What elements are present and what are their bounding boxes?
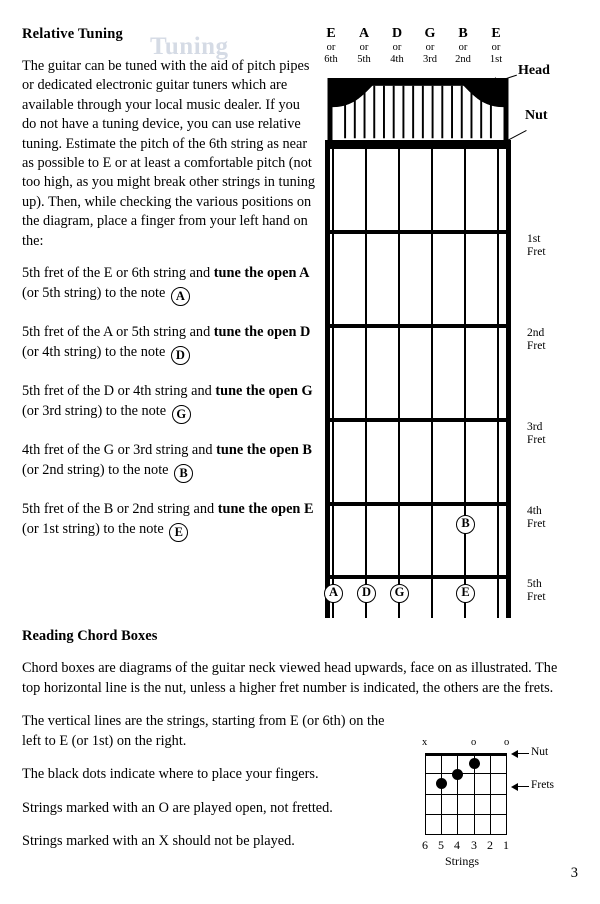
fret-wire-4 (325, 502, 511, 506)
fret-label-4-line2: Fret (527, 518, 546, 530)
string-label-6 (320, 26, 342, 66)
tuning-step-3 (22, 381, 317, 424)
chord-string-line-5 (441, 753, 442, 835)
page-number: 3 (570, 865, 578, 881)
fret-marker-d: D (357, 584, 376, 603)
chord-dot-2 (452, 769, 463, 780)
fret-wire-1 (325, 230, 511, 234)
string-label-5 (353, 26, 375, 66)
fret-wire-2 (325, 324, 511, 328)
fret-label-3-line2: Fret (527, 434, 546, 446)
step-4-lead: 4th fret of the G or 3rd string and (22, 442, 217, 459)
chord-string-line-4 (457, 753, 458, 835)
chord-nut-line (425, 753, 507, 756)
string-ordinal-4: 4th (390, 54, 404, 65)
step-1-mid: (or 5th string) to the note (22, 285, 169, 302)
step-2-mid: (or 4th string) to the note (22, 344, 169, 361)
fret-wire-3 (325, 418, 511, 422)
chord-box-paragraph-5: Strings marked with an X should not be played. (22, 833, 295, 849)
chord-string-number-5: 5 (438, 838, 444, 852)
fret-label-2 (527, 327, 546, 353)
string-or-4: or (392, 42, 402, 53)
chord-nut-label: Nut (531, 746, 549, 758)
tuning-step-1 (22, 263, 317, 306)
fret-marker-b: B (456, 515, 475, 534)
chord-string-line-2 (490, 753, 491, 835)
step-1-lead: 5th fret of the E or 6th string and (22, 265, 214, 282)
tuning-step-5 (22, 499, 317, 542)
chord-string-number-4: 4 (454, 838, 460, 852)
step-4-bold: tune the open B (216, 442, 312, 459)
nut-bar (325, 140, 511, 149)
chord-box-paragraph-1: Chord boxes are diagrams of the guitar neck viewed head upwards, face on as illustrated. The top horizontal line is the nut, unless a higher fret number is indicated, the others are the frets. (22, 660, 558, 696)
step-4-mid: (or 2nd string) to the note (22, 462, 173, 479)
chord-box-title: Reading Chord Boxes (22, 628, 158, 644)
string-line-3 (431, 149, 433, 618)
string-ordinal-3: 3rd (423, 54, 437, 65)
fret-wire-5 (325, 575, 511, 579)
string-ordinal-5: 5th (357, 54, 371, 65)
string-or-5: or (359, 42, 369, 53)
fret-label-5-line1: 5th (527, 578, 542, 590)
chord-box-diagram (422, 735, 554, 868)
watermark-text: Tuning (150, 33, 229, 60)
string-ordinal-1: 1st (489, 54, 503, 65)
step-5-bold: tune the open E (217, 501, 314, 518)
string-letter-5: A (358, 26, 370, 41)
chord-box-paragraph-4: Strings marked with an O are played open, not fretted. (22, 799, 333, 816)
chord-dot-3 (469, 758, 480, 769)
string-line-1 (497, 149, 499, 618)
head-callout-label: Head (518, 63, 550, 78)
chord-string-line-6 (425, 753, 426, 835)
string-or-1: or (491, 42, 501, 53)
string-label-4 (386, 26, 408, 66)
step-3-mid: (or 3rd string) to the note (22, 403, 170, 420)
headstock-shape (325, 78, 511, 148)
fret-label-1-line2: Fret (527, 246, 546, 258)
string-letter-6: E (326, 26, 336, 41)
left-column (22, 26, 317, 558)
chord-grid (425, 753, 507, 835)
string-line-2 (464, 149, 466, 618)
step-2-lead: 5th fret of the A or 5th string and (22, 324, 214, 341)
fret-label-1 (527, 233, 546, 259)
step-5-mid: (or 1st string) to the note (22, 521, 168, 538)
fret-marker-a: A (324, 584, 343, 603)
neck-edge-left (325, 140, 330, 618)
chord-fret-line-4 (425, 834, 507, 835)
string-or-2: or (458, 42, 468, 53)
chord-string-number-3: 3 (471, 838, 477, 852)
fret-label-2-line1: 2nd (527, 327, 545, 339)
note-circle-e: E (169, 523, 188, 542)
fret-marker-g: G (390, 584, 409, 603)
chord-marker-string-6: x (422, 737, 428, 748)
chord-fret-line-2 (425, 794, 507, 795)
chord-string-number-2: 2 (487, 838, 493, 852)
string-line-4 (398, 149, 400, 618)
string-label-1 (485, 26, 507, 66)
tuning-step-2 (22, 322, 317, 365)
note-circle-b: B (174, 464, 193, 483)
string-ordinal-6: 6th (324, 54, 338, 65)
string-or-3: or (425, 42, 435, 53)
neck-edge-right (506, 140, 511, 618)
note-circle-g: G (172, 405, 191, 424)
page-title: Relative Tuning (22, 26, 123, 42)
string-letter-3: G (424, 26, 436, 41)
fret-label-3-line1: 3rd (527, 421, 543, 433)
chord-marker-string-1: o (504, 737, 510, 748)
chord-frets-arrow-line (517, 786, 529, 787)
fret-label-4-line1: 4th (527, 505, 542, 517)
fret-label-5-line2: Fret (527, 591, 546, 603)
chord-fret-line-3 (425, 814, 507, 815)
fret-label-3 (527, 421, 546, 447)
chord-marker-string-3: o (471, 737, 477, 748)
string-label-3 (419, 26, 441, 66)
chord-strings-caption: Strings (445, 854, 480, 868)
step-5-lead: 5th fret of the B or 2nd string and (22, 501, 218, 518)
nut-callout-label: Nut (525, 108, 548, 123)
step-3-bold: tune the open G (215, 383, 313, 400)
string-line-6 (332, 149, 334, 618)
tuning-step-4 (22, 440, 317, 483)
fret-marker-e: E (456, 584, 475, 603)
note-circle-d: D (171, 346, 190, 365)
fret-label-1-line1: 1st (527, 233, 541, 245)
fretboard-diagram (318, 26, 583, 621)
step-2-bold: tune the open D (213, 324, 311, 341)
intro-paragraph: The guitar can be tuned with the aid of pitch pipes or dedicated electronic guitar tuners which are available through your local music dealer. If you do not have a tuning device, you can use relative tuning. Estimate the pitch of the 6th string as near as possible to E or at least a comfortable pitch (not too high, as you might break other strings in tuning up). Then, while checking the various positions on the diagram, place a finger from your left hand on the: (22, 58, 316, 249)
chord-fret-line-1 (425, 773, 507, 774)
chord-box-paragraph-2: The vertical lines are the strings, starting from E (or 6th) on the left to E (or 1st) on the right. (22, 713, 385, 749)
string-ordinal-2: 2nd (455, 54, 471, 65)
fret-label-2-line2: Fret (527, 340, 546, 352)
fret-label-4 (527, 505, 546, 531)
string-or-6: or (326, 42, 336, 53)
string-letter-1: E (491, 26, 501, 41)
note-circle-a: A (171, 287, 190, 306)
string-line-5 (365, 149, 367, 618)
chord-string-number-6: 6 (422, 838, 428, 852)
string-letter-2: B (458, 26, 468, 41)
string-name-row (318, 26, 518, 66)
chord-frets-label: Frets (531, 779, 554, 791)
chord-nut-arrow-line (517, 753, 529, 754)
chord-string-line-1 (506, 753, 507, 835)
string-label-2 (452, 26, 474, 66)
step-3-lead: 5th fret of the D or 4th string and (22, 383, 216, 400)
string-letter-4: D (391, 26, 403, 41)
chord-string-number-1: 1 (503, 838, 509, 852)
chord-box-paragraph-3: The black dots indicate where to place your fingers. (22, 766, 319, 782)
fret-label-5 (527, 578, 546, 604)
chord-dot-1 (436, 778, 447, 789)
step-1-bold: tune the open A (213, 265, 310, 282)
